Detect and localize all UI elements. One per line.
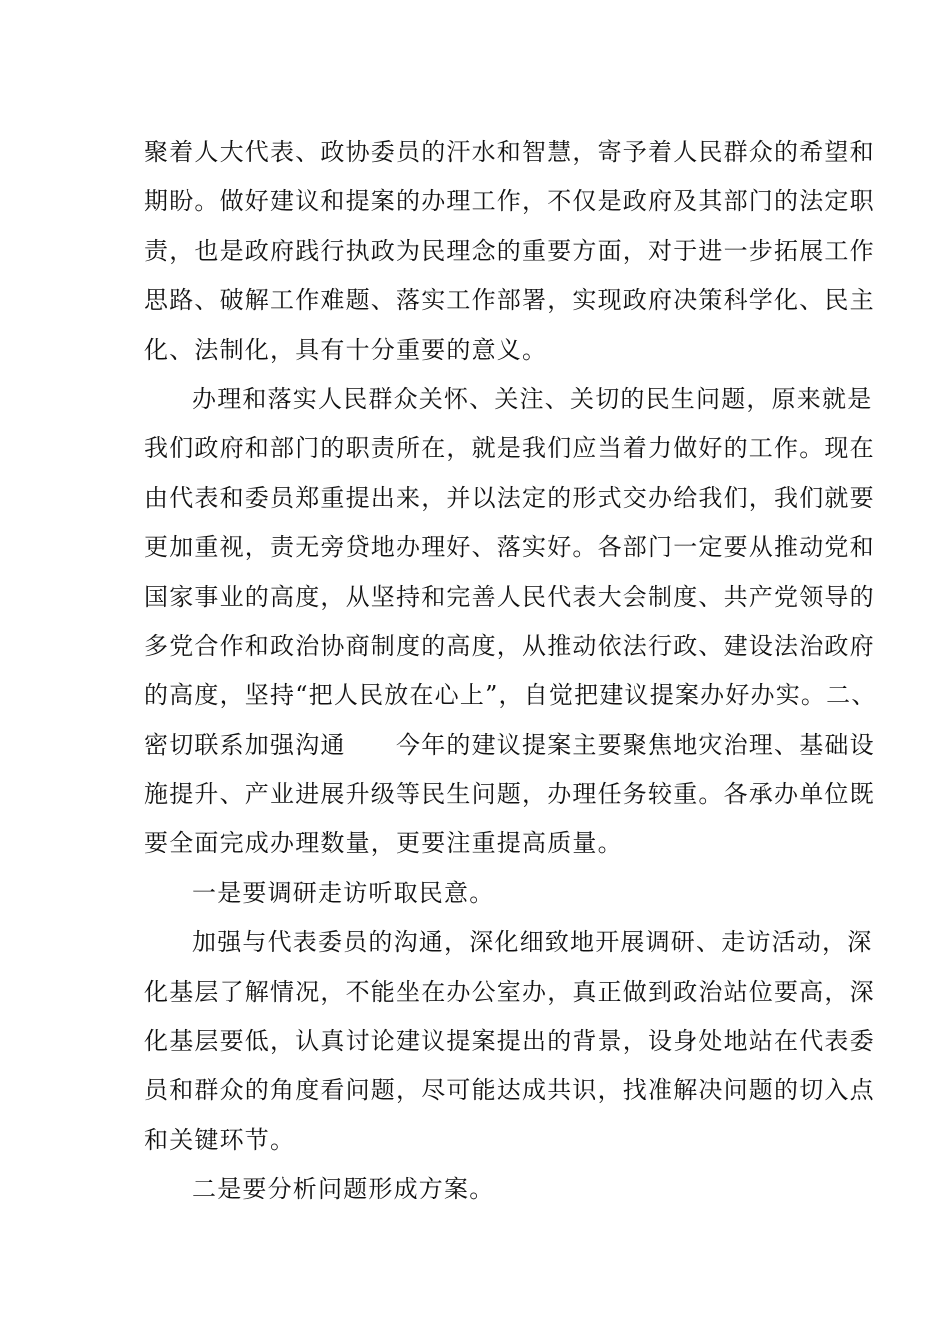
body-text: [144, 128, 877, 1215]
text-line: 期盼。做好建议和提案的办理工作，不仅是政府及其部门的法定职: [144, 187, 875, 216]
text-line: 思路、破解工作难题、落实工作部署，实现政府决策科学化、民主: [144, 286, 875, 315]
text-line: 我们政府和部门的职责所在，就是我们应当着力做好的工作。现在: [144, 434, 875, 463]
text-line: 密切联系加强沟通 今年的建议提案主要聚焦地灾治理、基础设: [144, 730, 875, 759]
text-line: 要全面完成办理数量，更要注重提高质量。: [144, 829, 623, 858]
paragraph-start-line: 一是要调研走访听取民意。: [192, 878, 495, 907]
paragraph-start-line: 加强与代表委员的沟通，深化细致地开展调研、走访活动，深: [192, 928, 873, 957]
text-line: 责，也是政府践行执政为民理念的重要方面，对于进一步拓展工作: [144, 236, 875, 265]
text-line: 聚着人大代表、政协委员的汗水和智慧，寄予着人民群众的希望和: [144, 138, 875, 166]
text-line: 和关键环节。: [144, 1125, 296, 1154]
text-line: 化基层了解情况，不能坐在办公室办，真正做到政治站位要高，深: [144, 977, 875, 1006]
text-line: 化基层要低，认真讨论建议提案提出的背景，设身处地站在代表委: [144, 1027, 875, 1056]
text-line: 由代表和委员郑重提出来，并以法定的形式交办给我们，我们就要: [144, 483, 875, 512]
text-line: 施提升、产业进展升级等民生问题，办理任务较重。各承办单位既: [144, 780, 875, 809]
text-line: 的高度，坚持“把人民放在心上”，自觉把建议提案办好办实。二、: [144, 681, 877, 710]
paragraph-start-line: 办理和落实人民群众关怀、关注、关切的民生问题，原来就是: [192, 384, 873, 413]
text-line: 多党合作和政治协商制度的高度，从推动依法行政、建设法治政府: [144, 631, 875, 660]
text-line: 国家事业的高度，从坚持和完善人民代表大会制度、共产党领导的: [144, 582, 875, 611]
text-line: 化、法制化，具有十分重要的意义。: [144, 335, 548, 364]
text-line: 更加重视，责无旁贷地办理好、落实好。各部门一定要从推动党和: [144, 533, 875, 562]
text-line: 员和群众的角度看问题，尽可能达成共识，找准解决问题的切入点: [144, 1076, 875, 1105]
paragraph-start-line: 二是要分析问题形成方案。: [192, 1175, 495, 1204]
